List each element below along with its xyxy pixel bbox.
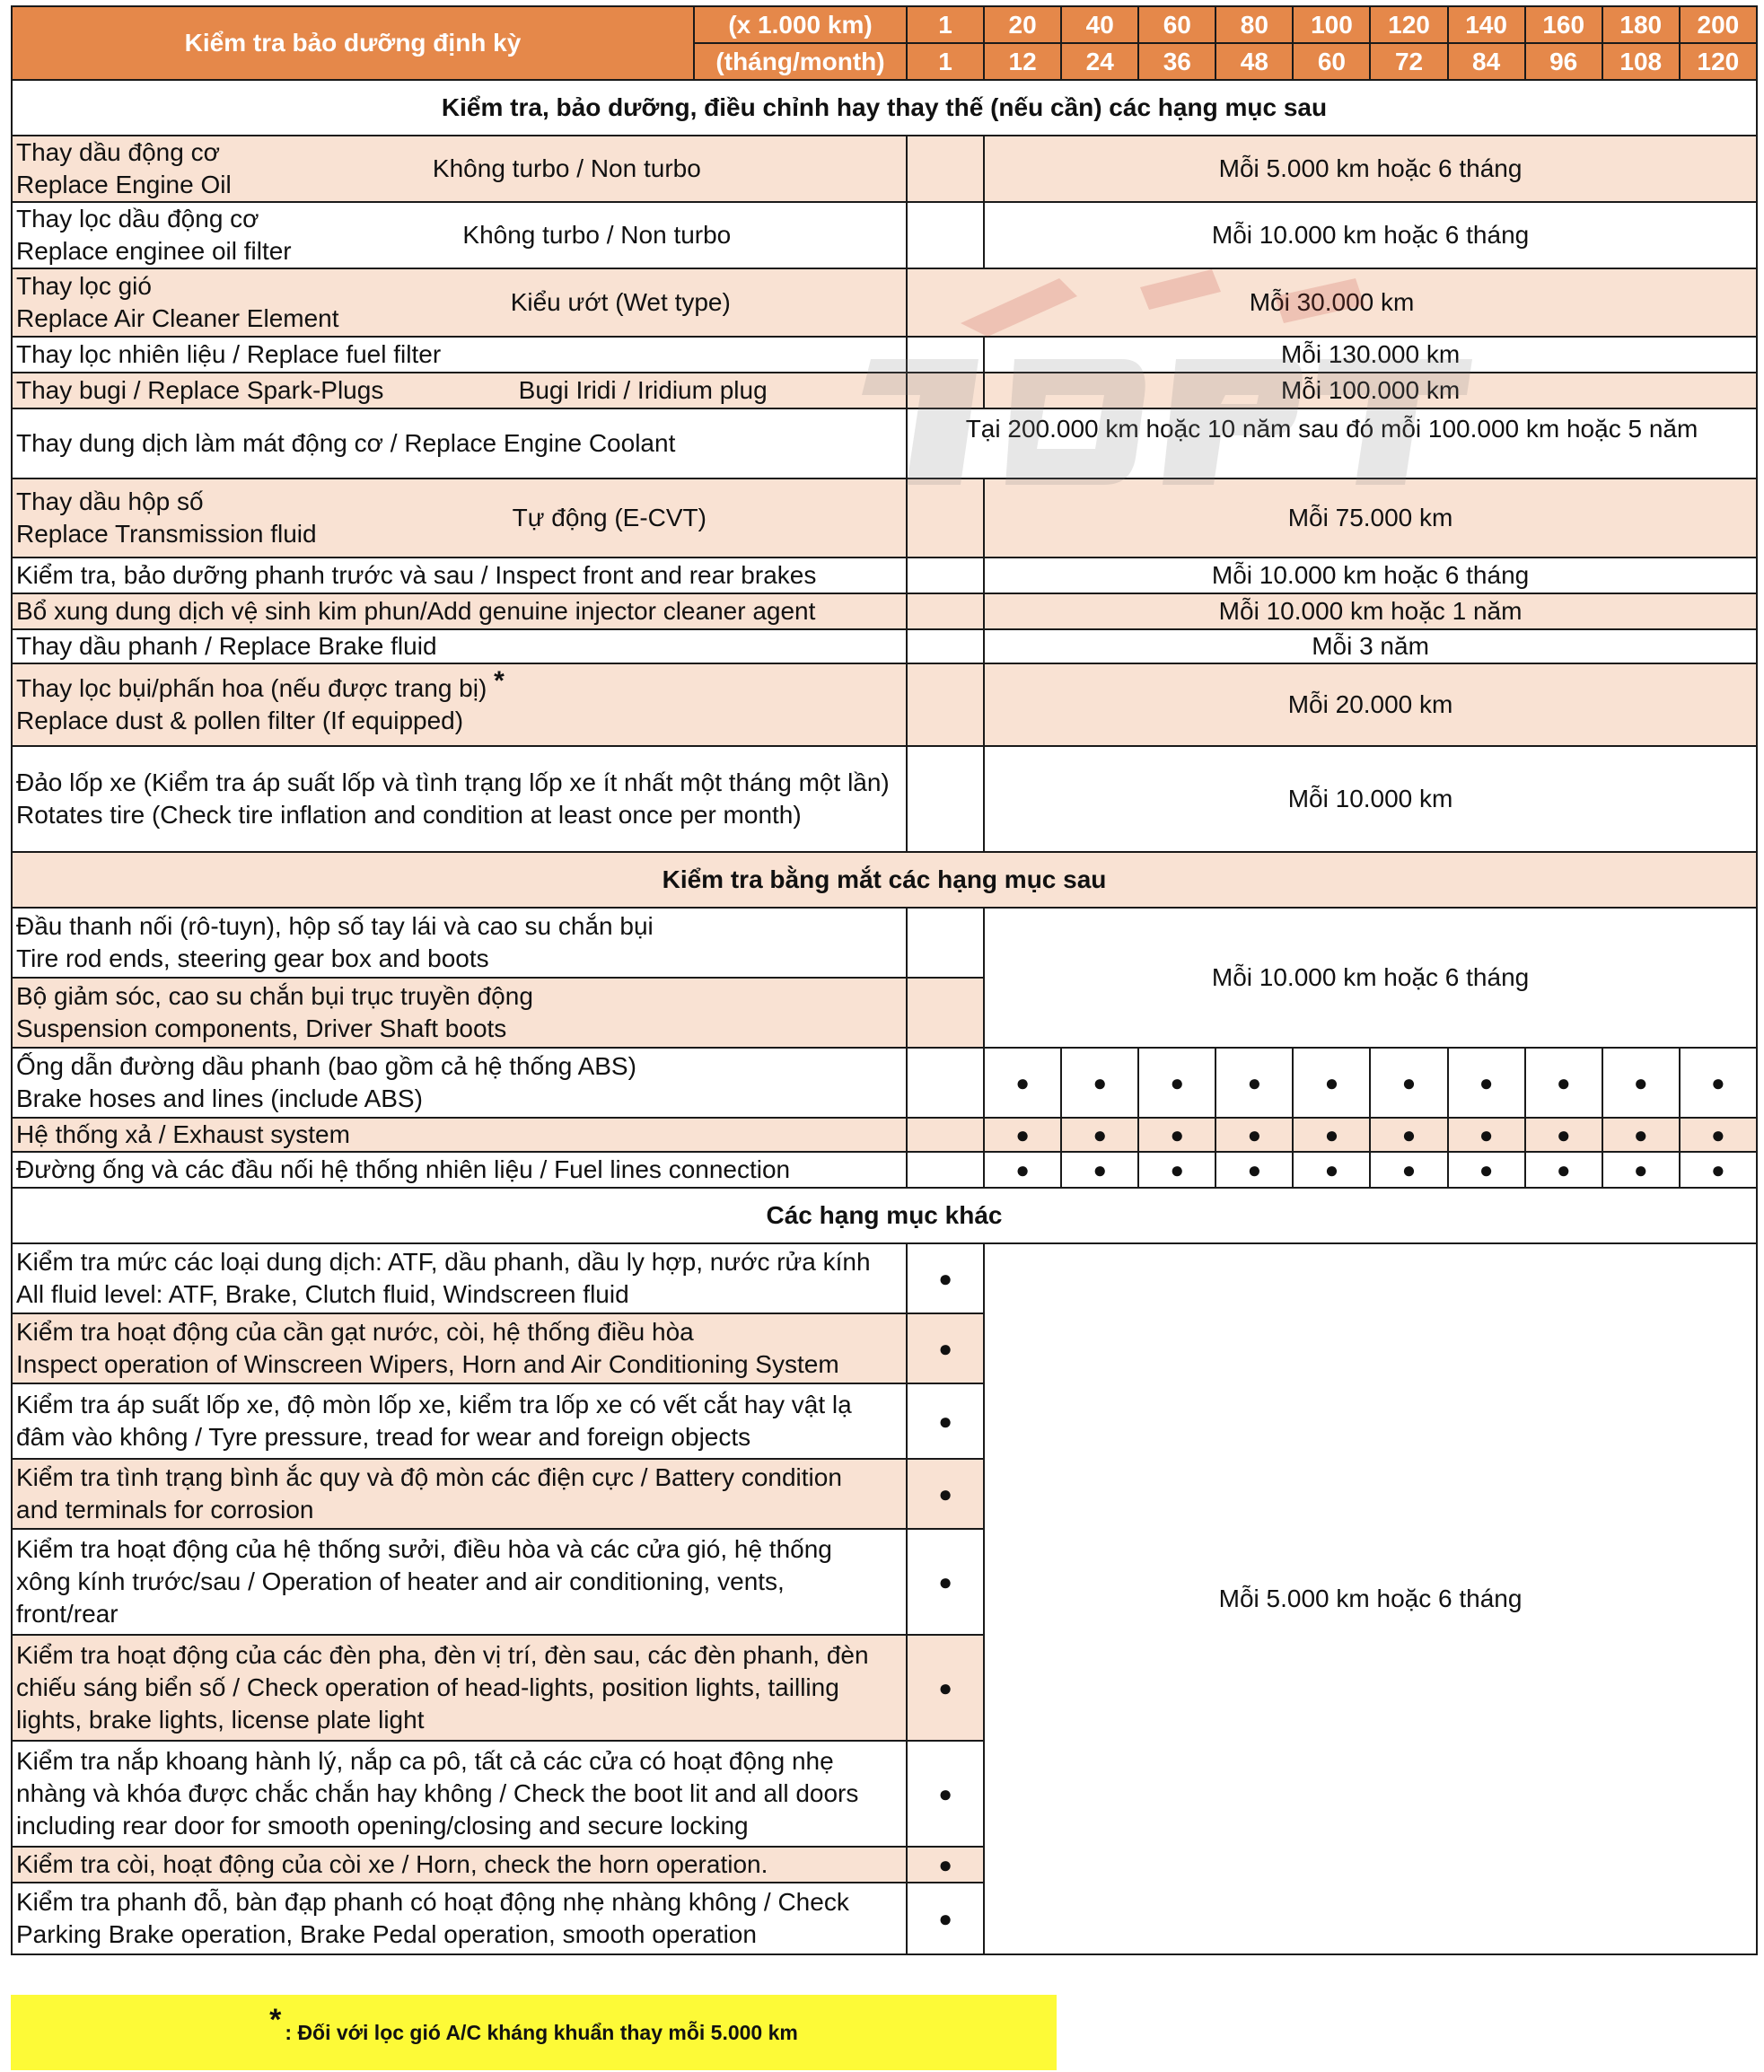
header-title [12,6,907,80]
item-en: Replace Engine Oil [16,171,232,198]
item-line: Kiểm tra hoạt động của hệ thống sưởi, điều hòa và các cửa gió, hệ thống [16,1535,832,1563]
check-dot: ● [1293,1118,1370,1152]
interval: Mỗi 3 năm [984,629,1757,663]
month-value-36: 36 [1138,43,1215,80]
item-line: nhàng và khóa được chắc chắn hay không / Check the boot lit and all doors [16,1779,859,1807]
check-dot: ● [1061,1118,1138,1152]
empty-cell [907,746,984,852]
check-dot: ● [1602,1118,1680,1152]
interval: Mỗi 20.000 km [984,663,1757,746]
check-dot: ● [907,1847,984,1883]
check-dot: ● [1602,1152,1680,1188]
check-dot: ● [1370,1118,1447,1152]
item-vi: Thay lọc dầu động cơ [16,205,259,233]
item-variant: Bugi Iridi / Iridium plug [518,376,768,404]
empty-cell [907,1048,984,1118]
check-dot: ● [1370,1152,1447,1188]
month-value-1: 1 [907,43,984,80]
interval: Tại 200.000 km hoặc 10 năm sau đó mỗi 100.000 km hoặc 5 năm [907,408,1757,478]
check-dot: ● [1061,1152,1138,1188]
km-value-180: 180 [1602,6,1680,43]
check-dot: ● [907,1741,984,1847]
interval: Mỗi 10.000 km hoặc 6 tháng [984,202,1757,268]
item-lights [12,1635,907,1741]
check-dot: ● [907,1383,984,1459]
interval: Mỗi 130.000 km [984,337,1757,373]
item-vi: Bộ giảm sóc, cao su chắn bụi trục truyền động [16,982,533,1010]
item-en: Tire rod ends, steering gear box and boots [16,944,489,972]
interval: Mỗi 10.000 km hoặc 6 tháng [984,558,1757,593]
empty-cell [907,478,984,558]
interval: Mỗi 100.000 km [984,373,1757,408]
item-vi: Thay dầu hộp số [16,487,204,515]
item-pollen-filter [12,663,907,746]
footnote [11,1995,1057,2070]
km-value-40: 40 [1061,6,1138,43]
month-value-96: 96 [1525,43,1602,80]
item-air-filter [12,268,907,337]
check-dot: ● [984,1118,1061,1152]
item-doors [12,1741,907,1847]
section-title-other: Các hạng mục khác [12,1188,1757,1243]
empty-cell [907,1152,984,1188]
check-dot: ● [907,1883,984,1954]
item-vi: Đầu thanh nối (rô-tuyn), hộp số tay lái và cao su chắn bụi [16,912,654,940]
check-dot: ● [1215,1048,1293,1118]
month-value-84: 84 [1448,43,1525,80]
item-vi: Thay lọc bụi/phấn hoa (nếu được trang bị) [16,674,487,702]
check-dot: ● [1680,1048,1757,1118]
check-dot: ● [1602,1048,1680,1118]
month-value-120: 120 [1680,43,1757,80]
interval: Mỗi 75.000 km [984,478,1757,558]
item-fuel-filter: Thay lọc nhiên liệu / Replace fuel filter [12,337,907,373]
check-dot: ● [907,1243,984,1313]
item-brakes: Kiểm tra, bảo dưỡng phanh trước và sau / Inspect front and rear brakes [12,558,907,593]
empty-cell [907,373,984,408]
item-variant: Không turbo / Non turbo [462,221,732,249]
check-dot: ● [1680,1118,1757,1152]
month-value-12: 12 [984,43,1061,80]
check-dot: ● [907,1459,984,1529]
empty-cell [907,663,984,746]
month-value-60: 60 [1293,43,1370,80]
section-title-visual: Kiểm tra bằng mắt các hạng mục sau [12,852,1757,908]
empty-cell [907,629,984,663]
item-wipers [12,1313,907,1383]
month-value-48: 48 [1215,43,1293,80]
interval: Mỗi 30.000 km [907,268,1757,337]
check-dot: ● [1061,1048,1138,1118]
empty-cell [907,558,984,593]
item-line: Kiểm tra nắp khoang hành lý, nắp ca pô, tất cả các cửa có hoạt động nhẹ [16,1747,834,1775]
check-dot: ● [1448,1048,1525,1118]
item-line: and terminals for corrosion [16,1496,314,1523]
item-line: đâm vào không / Tyre pressure, tread for wear and foreign objects [16,1423,751,1451]
item-vi: Thay dầu động cơ [16,138,220,166]
item-en: Replace Air Cleaner Element [16,304,339,332]
empty-cell [907,337,984,373]
item-oil-filter [12,202,907,268]
km-value-20: 20 [984,6,1061,43]
km-label: (x 1.000 km) [695,7,906,44]
item-vi: Ống dẫn đường dầu phanh (bao gồm cả hệ thống ABS) [16,1052,636,1080]
check-dot: ● [1293,1152,1370,1188]
empty-cell [907,593,984,629]
item-variant: Không turbo / Non turbo [432,154,701,182]
item-line: Inspect operation of Winscreen Wipers, Horn and Air Conditioning System [16,1350,839,1378]
empty-cell [907,136,984,202]
empty-cell [907,202,984,268]
km-value-200: 200 [1680,6,1757,43]
km-value-140: 140 [1448,6,1525,43]
interval: Mỗi 5.000 km hoặc 6 tháng [984,136,1757,202]
asterisk: * [494,666,505,696]
check-dot: ● [1680,1152,1757,1188]
item-fluid-levels [12,1243,907,1313]
item-label: Thay bugi / Replace Spark-Plugs [16,376,384,404]
month-value-24: 24 [1061,43,1138,80]
empty-cell [907,1118,984,1152]
item-en: Brake hoses and lines (include ABS) [16,1084,423,1112]
item-heater [12,1529,907,1635]
item-line: front/rear [16,1600,118,1628]
check-dot: ● [1215,1118,1293,1152]
maintenance-schedule-table [11,5,1758,1955]
item-battery [12,1459,907,1529]
maintenance-document [11,5,1758,1955]
interval: Mỗi 10.000 km hoặc 1 năm [984,593,1757,629]
empty-cell [907,978,984,1048]
footnote-text: : Đối với lọc gió A/C kháng khuẩn thay mỗi 5.000 km [285,2020,798,2044]
item-line: including rear door for smooth opening/closing and secure locking [16,1812,749,1839]
month-label: (tháng/month) [715,47,885,75]
check-dot: ● [1448,1118,1525,1152]
item-line: Kiểm tra hoạt động của các đèn pha, đèn vị trí, đèn sau, các đèn phanh, đèn [16,1641,869,1669]
check-dot: ● [1138,1118,1215,1152]
item-en: Replace enginee oil filter [16,237,292,265]
month-value-108: 108 [1602,43,1680,80]
check-dot: ● [1525,1152,1602,1188]
check-dot: ● [1370,1048,1447,1118]
item-line: Kiểm tra phanh đỗ, bàn đạp phanh có hoạt động nhẹ nhàng không / Check [16,1888,849,1916]
item-injector: Bổ xung dung dịch vệ sinh kim phun/Add genuine injector cleaner agent [12,593,907,629]
interval: Mỗi 10.000 km hoặc 6 tháng [984,908,1757,1048]
empty-cell [907,908,984,978]
item-line: Parking Brake operation, Brake Pedal operation, smooth operation [16,1920,757,1948]
item-en: Suspension components, Driver Shaft boots [16,1014,507,1042]
header-title-text: Kiểm tra bảo dưỡng định kỳ [13,7,695,79]
item-coolant: Thay dung dịch làm mát động cơ / Replace Engine Coolant [12,408,907,478]
item-fuel-lines: Đường ống và các đầu nối hệ thống nhiên liệu / Fuel lines connection [12,1152,907,1188]
item-en: Replace Transmission fluid [16,520,317,548]
item-tyre-check [12,1383,907,1459]
item-en: Rotates tire (Check tire inflation and condition at least once per month) [16,801,802,829]
item-parking-brake [12,1883,907,1954]
item-en: Replace dust & pollen filter (If equipped) [16,707,464,734]
item-brake-hoses [12,1048,907,1118]
km-value-160: 160 [1525,6,1602,43]
km-value-100: 100 [1293,6,1370,43]
item-line: All fluid level: ATF, Brake, Clutch fluid, Windscreen fluid [16,1280,629,1308]
check-dot: ● [1448,1152,1525,1188]
check-dot: ● [1525,1118,1602,1152]
item-suspension [12,978,907,1048]
item-variant: Kiểu ướt (Wet type) [510,288,731,316]
check-dot: ● [1215,1152,1293,1188]
km-value-1: 1 [907,6,984,43]
item-line: lights, brake lights, license plate light [16,1706,425,1734]
check-dot: ● [1525,1048,1602,1118]
check-dot: ● [907,1529,984,1635]
section-title-replace: Kiểm tra, bảo dưỡng, điều chỉnh hay thay thế (nếu cần) các hạng mục sau [12,80,1757,136]
item-engine-oil [12,136,907,202]
check-dot: ● [1138,1152,1215,1188]
km-value-60: 60 [1138,6,1215,43]
check-dot: ● [984,1152,1061,1188]
km-value-80: 80 [1215,6,1293,43]
footnote-asterisk: * [269,2002,282,2037]
item-exhaust: Hệ thống xả / Exhaust system [12,1118,907,1152]
item-tie-rod [12,908,907,978]
month-value-72: 72 [1370,43,1447,80]
item-transmission [12,478,907,558]
interval: Mỗi 10.000 km [984,746,1757,852]
item-spark-plugs [12,373,907,408]
item-variant: Tự động (E-CVT) [512,504,706,531]
item-tire-rotation [12,746,907,852]
item-line: Kiểm tra áp suất lốp xe, độ mòn lốp xe, kiểm tra lốp xe có vết cắt hay vật lạ [16,1391,852,1418]
item-line: xông kính trước/sau / Operation of heater and air conditioning, vents, [16,1567,785,1595]
check-dot: ● [907,1313,984,1383]
interval: Mỗi 5.000 km hoặc 6 tháng [984,1243,1757,1954]
item-line: chiếu sáng biển số / Check operation of head-lights, position lights, tailling [16,1673,839,1701]
check-dot: ● [1138,1048,1215,1118]
item-vi: Thay lọc gió [16,272,152,300]
check-dot: ● [907,1635,984,1741]
item-horn: Kiểm tra còi, hoạt động của còi xe / Horn, check the horn operation. [12,1847,907,1883]
item-line: Kiểm tra tình trạng bình ắc quy và độ mòn các điện cực / Battery condition [16,1463,842,1491]
km-value-120: 120 [1370,6,1447,43]
check-dot: ● [1293,1048,1370,1118]
item-line: Kiểm tra mức các loại dung dịch: ATF, dầu phanh, dầu ly hợp, nước rửa kính [16,1248,871,1276]
item-line: Kiểm tra hoạt động của cần gạt nước, còi, hệ thống điều hòa [16,1318,694,1346]
check-dot: ● [984,1048,1061,1118]
item-vi: Đảo lốp xe (Kiểm tra áp suất lốp và tình trạng lốp xe ít nhất một tháng một lần) [16,768,890,796]
item-brake-fluid: Thay dầu phanh / Replace Brake fluid [12,629,907,663]
